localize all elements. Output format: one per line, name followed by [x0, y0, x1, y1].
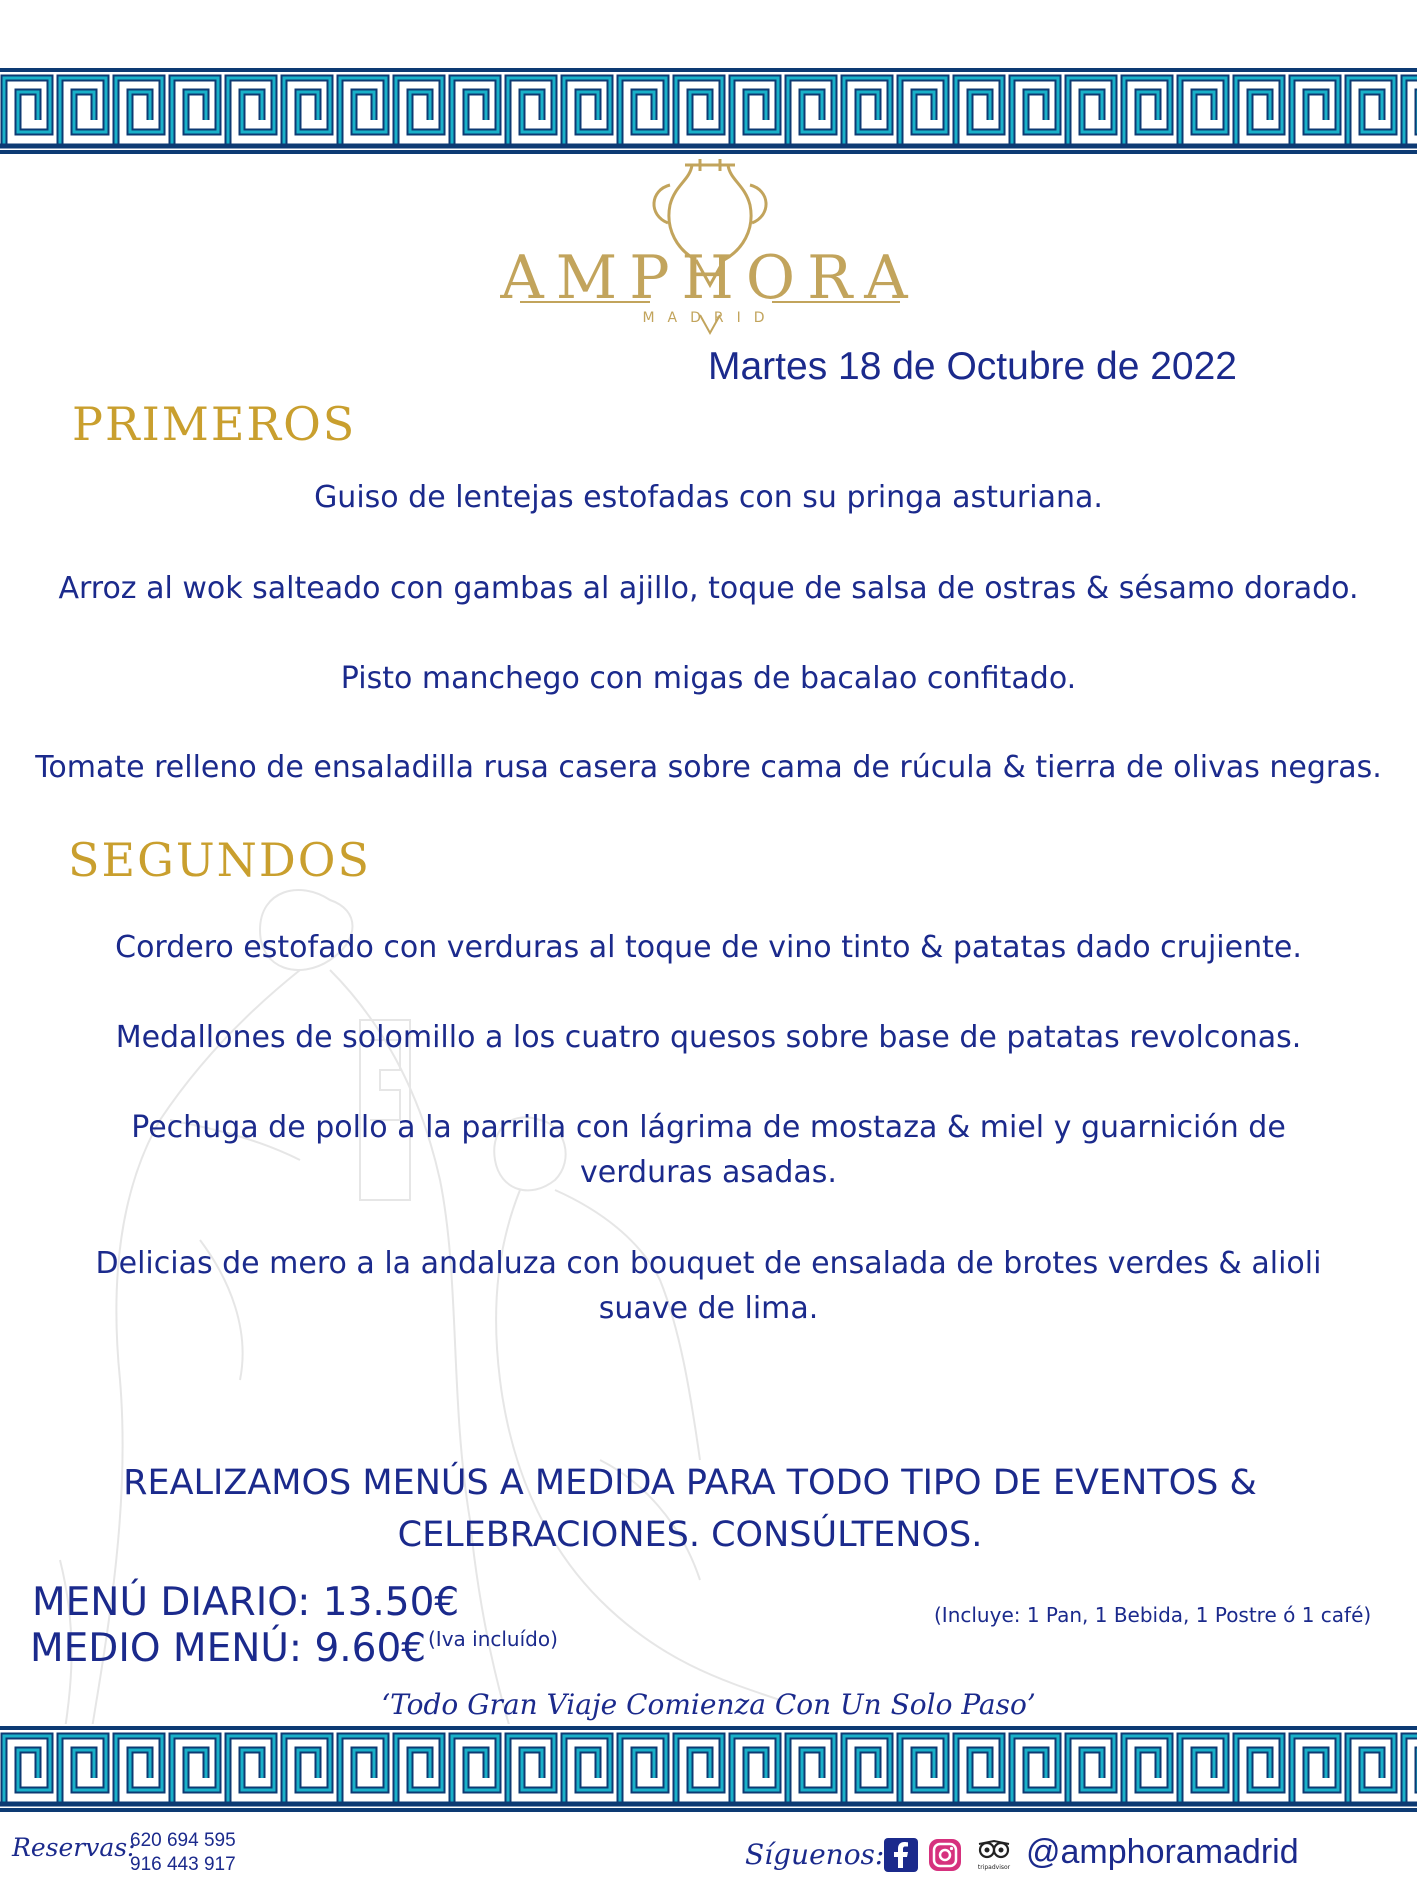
- primeros-heading: PRIMEROS: [72, 397, 357, 451]
- tripadvisor-wordmark: tripadvisor: [977, 1864, 1011, 1871]
- siguenos-label: Síguenos:: [745, 1838, 885, 1871]
- events-line-2: CELEBRACIONES. CONSÚLTENOS.: [397, 1515, 983, 1555]
- motto-quote: ‘Todo Gran Viaje Comienza Con Un Solo Paso’: [381, 1688, 1036, 1721]
- events-line-1: REALIZAMOS MENÚS A MEDIDA PARA TODO TIPO DE EVENTOS &: [123, 1463, 1257, 1503]
- top-greek-key-border: [0, 66, 1417, 156]
- social-handle[interactable]: @amphoramadrid: [1026, 1833, 1299, 1871]
- half-menu-price: MEDIO MENÚ: 9.60€: [30, 1626, 427, 1671]
- amphora-logo: [500, 155, 920, 340]
- segundos-dish: Delicias de mero a la andaluza con bouquet de ensalada de brotes verdes & alioli: [95, 1246, 1322, 1281]
- bottom-greek-key-border: [0, 1724, 1417, 1814]
- includes-note: (Incluye: 1 Pan, 1 Bebida, 1 Postre ó 1 café): [934, 1603, 1372, 1627]
- segundos-dish-continuation: verduras asadas.: [580, 1155, 837, 1190]
- events-notice: [100, 1457, 1280, 1561]
- reservas-label: Reservas:: [12, 1833, 136, 1862]
- segundos-heading: SEGUNDOS: [68, 833, 371, 887]
- brand-name: AMPHORA: [500, 243, 920, 313]
- segundos-dish: Medallones de solomillo a los cuatro quesos sobre base de patatas revolconas.: [115, 1020, 1302, 1055]
- primeros-dish: Guiso de lentejas estofadas con su pringa asturiana.: [314, 480, 1103, 515]
- segundos-dish-continuation: suave de lima.: [598, 1291, 819, 1326]
- brand-subtitle: MADRID: [642, 310, 778, 326]
- primeros-dish: Pisto manchego con migas de bacalao confitado.: [340, 661, 1077, 696]
- iva-note: (Iva incluído): [428, 1627, 558, 1651]
- tripadvisor-icon[interactable]: [974, 1838, 1014, 1872]
- primeros-dish: Arroz al wok salteado con gambas al ajillo, toque de salsa de ostras & sésamo dorado.: [58, 571, 1359, 606]
- primeros-dish: Tomate relleno de ensaladilla rusa casera sobre cama de rúcula & tierra de olivas negras.: [35, 750, 1382, 785]
- phone-number-2[interactable]: 916 443 917: [130, 1854, 236, 1875]
- segundos-dish: Cordero estofado con verduras al toque de vino tinto & patatas dado crujiente.: [115, 930, 1302, 965]
- greek-key-pattern-bottom: [0, 1724, 1417, 1814]
- phone-number-1[interactable]: 620 694 595: [130, 1830, 236, 1851]
- instagram-icon[interactable]: [928, 1838, 962, 1872]
- facebook-icon[interactable]: [884, 1838, 918, 1872]
- daily-menu-price: MENÚ DIARIO: 13.50€: [32, 1580, 460, 1625]
- greek-key-pattern-top: [0, 66, 1417, 156]
- segundos-dish: Pechuga de pollo a la parrilla con lágrima de mostaza & miel y guarnición de: [131, 1110, 1286, 1145]
- menu-date: Martes 18 de Octubre de 2022: [708, 345, 1237, 388]
